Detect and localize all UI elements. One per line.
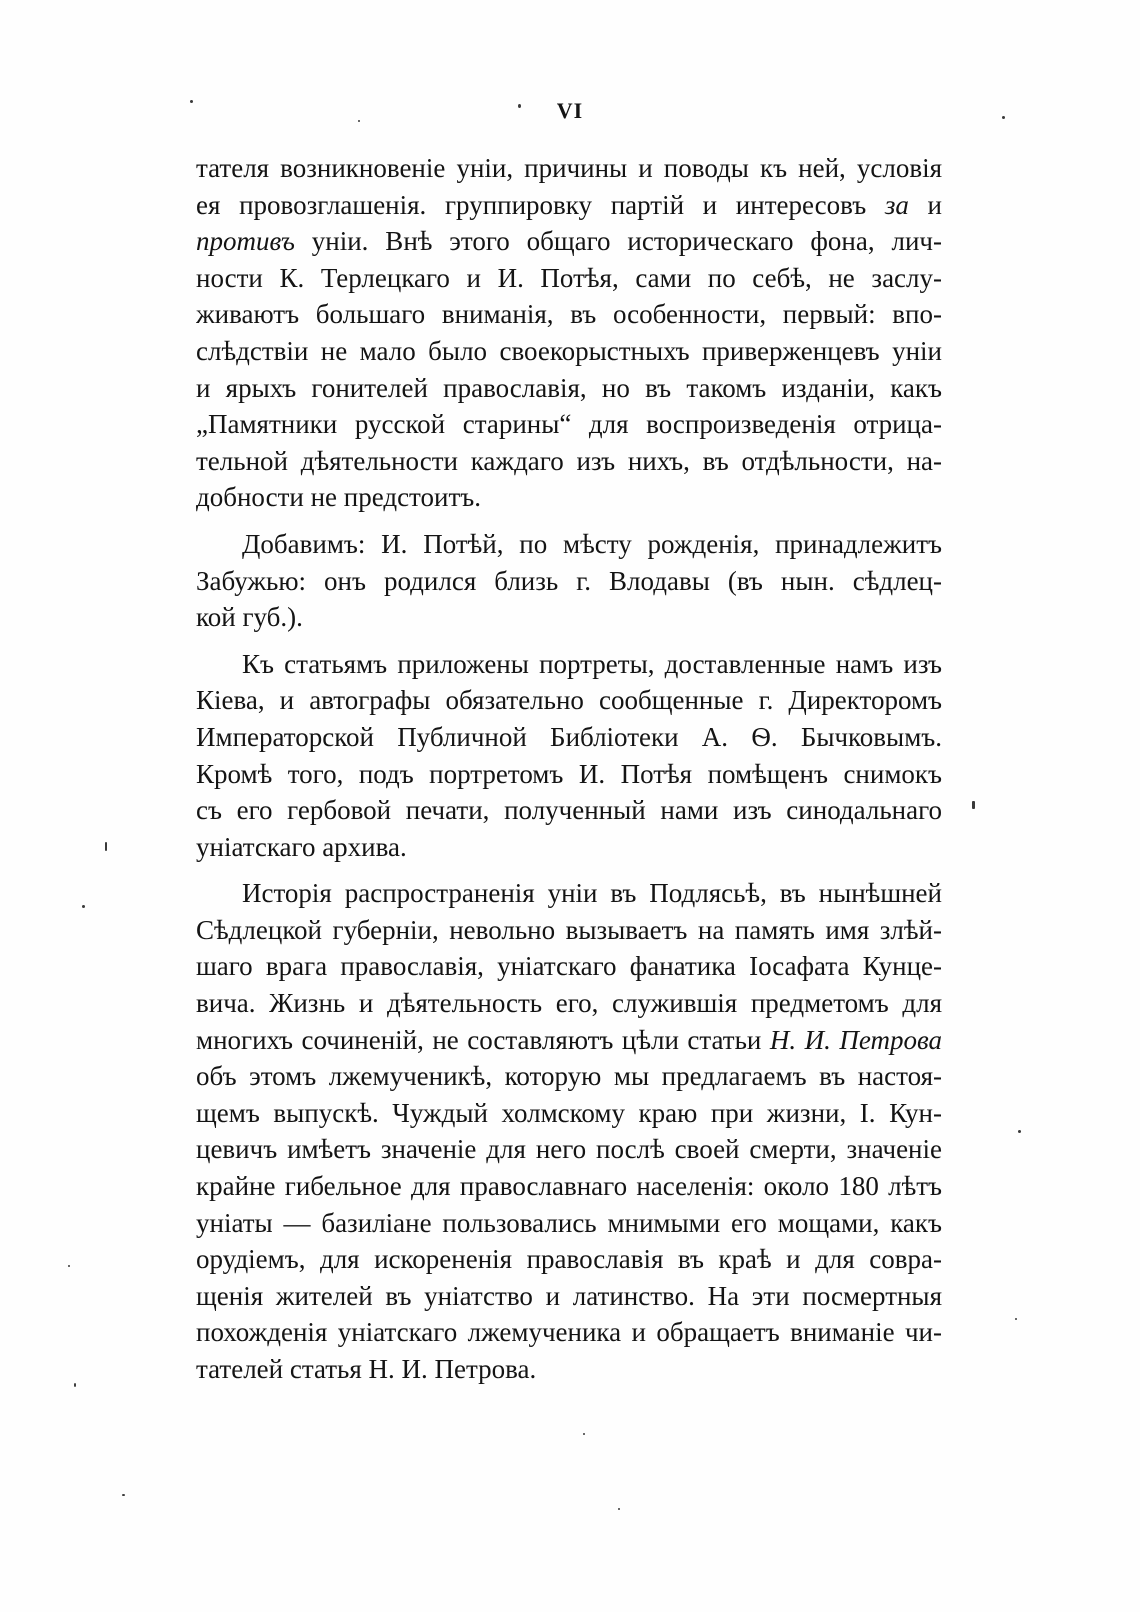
text-line — [196, 599, 942, 636]
text-segment: слѣдствіи не мало было своекорыстныхъ приверженцевъ уніи — [196, 335, 942, 366]
text-line — [196, 223, 942, 260]
text-line — [196, 479, 942, 516]
text-segment: добности не предстоитъ. — [196, 482, 481, 513]
text-segment: Забужью: онъ родился близь г. Влодавы (въ нын. сѣдлец- — [196, 565, 942, 596]
scan-speck — [1002, 116, 1005, 119]
paragraph — [196, 875, 942, 1387]
text-segment: щенія жителей въ уніатство и латинство. На эти посмертныя — [196, 1280, 942, 1311]
text-line — [196, 150, 942, 187]
text-segment: Кіева, и автографы обязательно сообщенные г. Директоромъ — [196, 685, 942, 716]
scan-speck — [1018, 1130, 1021, 1133]
scan-speck — [1015, 1318, 1017, 1320]
text-line — [196, 682, 942, 719]
text-segment: крайне гибельное для православнаго населенія: около 180 лѣтъ — [196, 1171, 942, 1202]
text-segment: Исторія распространенія уніи въ Подлясьѣ, въ нынѣшней — [242, 878, 942, 909]
scan-speck — [74, 1383, 76, 1387]
scan-speck — [82, 905, 85, 908]
scan-speck — [518, 104, 521, 108]
text-segment: многихъ сочиненій, не составляютъ цѣли статьи — [196, 1024, 770, 1055]
text-line — [196, 1022, 942, 1059]
text-line — [196, 948, 942, 985]
text-segment: и ярыхъ гонителей православія, но въ такомъ изданіи, какъ — [196, 372, 942, 403]
text-segment: похожденія уніатскаго лжемученика и обращаетъ вниманіе чи- — [196, 1317, 942, 1348]
paragraph — [196, 526, 942, 636]
text-segment: тателя возникновеніе уніи, причины и поводы къ ней, условія — [196, 153, 942, 183]
text-segment: шаго врага православія, уніатскаго фанатика Іосафата Кунце- — [196, 951, 942, 982]
text-line — [196, 1168, 942, 1205]
text-segment: Добавимъ: И. Потѣй, по мѣсту рожденія, принадлежитъ — [242, 528, 942, 559]
scan-speck — [618, 1508, 620, 1510]
text-segment: орудіемъ, для искорененія православія въ краѣ и для совра- — [196, 1244, 942, 1275]
text-segment: уніатскаго архива. — [196, 831, 407, 862]
text-segment: вича. Жизнь и дѣятельность его, служившія предметомъ для — [196, 988, 942, 1019]
text-line — [196, 829, 942, 866]
scan-speck — [972, 801, 975, 809]
text-segment: Императорской Публичной Библіотеки А. Ѳ. Бычковымъ. — [196, 721, 942, 752]
scan-speck — [190, 100, 193, 103]
text-line — [196, 1205, 942, 1242]
text-line — [196, 187, 942, 224]
text-line — [196, 1278, 942, 1315]
text-line — [196, 260, 942, 297]
scan-speck — [583, 1433, 585, 1435]
paragraph — [196, 646, 942, 866]
text-segment: Кромѣ того, подъ портретомъ И. Потѣя помѣщенъ снимокъ — [196, 758, 942, 789]
page-number: VI — [556, 98, 584, 123]
text-segment: Сѣдлецкой губерніи, невольно вызываетъ на память имя злѣй- — [196, 914, 942, 945]
scan-speck — [358, 120, 360, 122]
text-line — [196, 1131, 942, 1168]
italic-text-segment: противъ — [196, 226, 295, 257]
text-line — [196, 719, 942, 756]
text-line — [196, 646, 942, 683]
paragraph — [196, 150, 942, 516]
text-segment: ея провозглашенія. группировку партій и интересовъ — [196, 189, 885, 220]
text-line — [196, 370, 942, 407]
text-line — [196, 875, 942, 912]
text-line — [196, 1351, 942, 1388]
text-segment: тельной дѣятельности каждаго изъ нихъ, въ отдѣльности, на- — [196, 445, 942, 476]
text-line — [196, 333, 942, 370]
text-segment: и — [908, 189, 942, 220]
text-segment: Къ статьямъ приложены портреты, доставленные намъ изъ — [242, 648, 942, 679]
scan-speck — [122, 1494, 125, 1496]
text-segment: уніаты — базиліане пользовались мнимыми его мощами, какъ — [196, 1207, 942, 1238]
text-segment: „Памятники русской старины“ для воспроизведенія отрица- — [196, 409, 942, 440]
text-line — [196, 912, 942, 949]
text-line — [196, 985, 942, 1022]
text-line — [196, 756, 942, 793]
text-line — [196, 1095, 942, 1132]
body-text — [196, 150, 942, 1398]
text-line — [196, 296, 942, 333]
text-segment: объ этомъ лжемученикѣ, которую мы предлагаемъ въ настоя- — [196, 1061, 942, 1092]
scan-speck — [105, 842, 107, 851]
text-segment: живаютъ большаго вниманія, въ особенности, первый: впо- — [196, 299, 942, 330]
text-segment: щемъ выпускѣ. Чуждый холмскому краю при жизни, І. Кун- — [196, 1097, 942, 1128]
text-segment: съ его гербовой печати, полученный нами изъ синодальнаго — [196, 795, 942, 826]
scan-speck — [68, 1265, 70, 1267]
text-line — [196, 1058, 942, 1095]
text-line — [196, 526, 942, 563]
text-line — [196, 1314, 942, 1351]
text-line — [196, 443, 942, 480]
text-segment: цевичъ имѣетъ значеніе для него послѣ своей смерти, значеніе — [196, 1134, 942, 1165]
text-line — [196, 792, 942, 829]
text-segment: тателей статья Н. И. Петрова. — [196, 1354, 537, 1384]
text-line — [196, 563, 942, 600]
text-segment: ности К. Терлецкаго и И. Потѣя, сами по себѣ, не заслу- — [196, 262, 942, 293]
italic-text-segment: за — [884, 189, 909, 220]
text-segment: уніи. Внѣ этого общаго историческаго фона, лич- — [294, 226, 942, 257]
text-line — [196, 406, 942, 443]
text-line — [196, 1241, 942, 1278]
italic-text-segment: Н. И. Петрова — [769, 1024, 942, 1055]
text-segment: кой губ.). — [196, 602, 303, 633]
